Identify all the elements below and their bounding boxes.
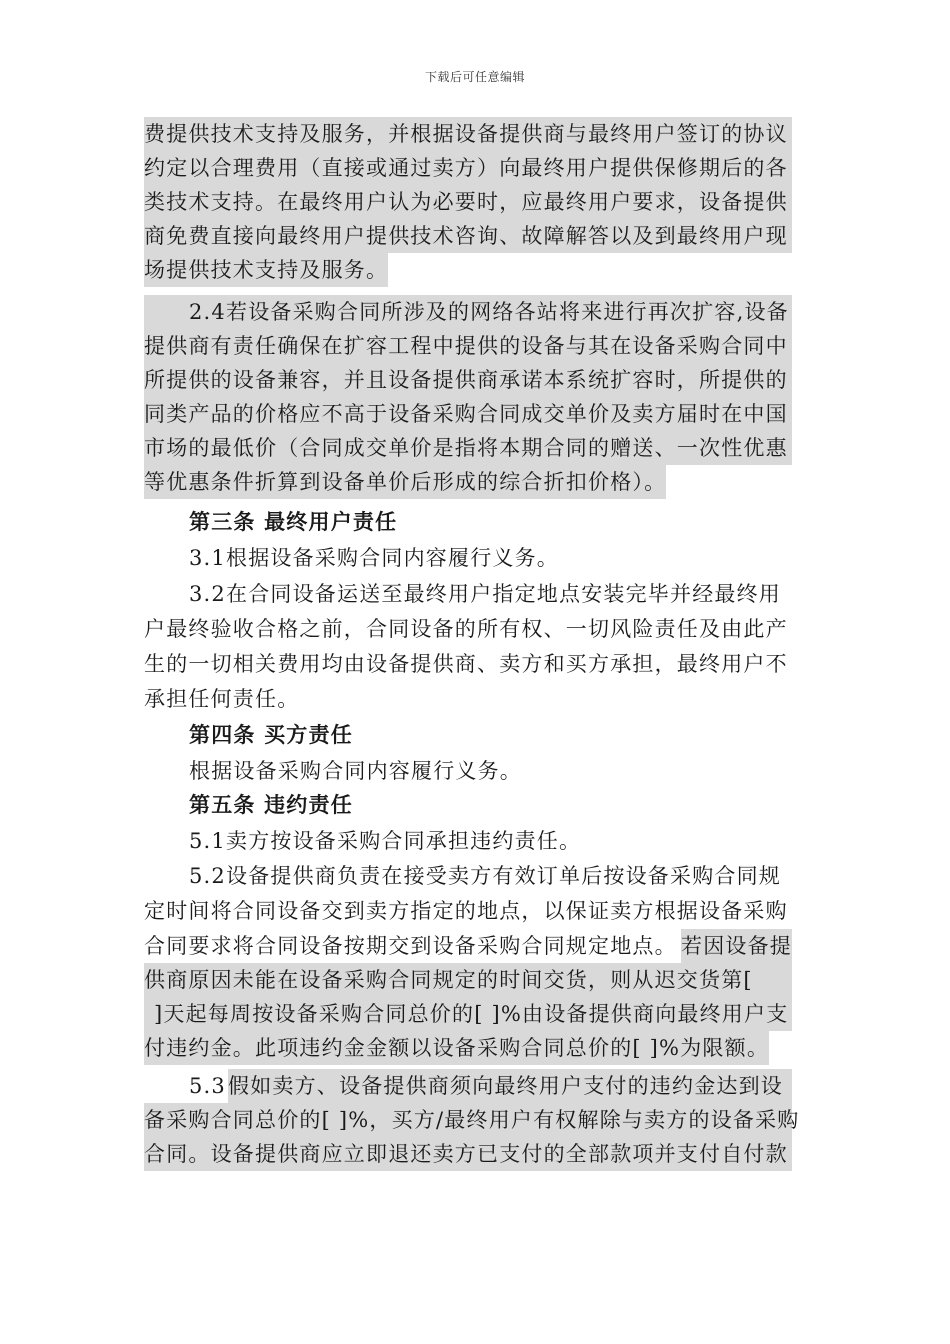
clause-5-1: 5.1卖方按设备采购合同承担违约责任。 <box>189 829 582 853</box>
paragraph-line: 生的一切相关费用均由设备提供商、卖方和买方承担，最终用户不 <box>144 652 788 676</box>
clause-5-3-number: 5.3 <box>189 1074 226 1098</box>
paragraph-line: 同类产品的价格应不高于设备采购合同成交单价及卖方届时在中国 <box>144 397 792 431</box>
clause-5-2: 5.2设备提供商负责在接受卖方有效订单后按设备采购合同规 <box>189 864 781 888</box>
paragraph-line: 市场的最低价（合同成交单价是指将本期合同的赠送、一次性优惠 <box>144 431 792 465</box>
clause-3-1: 3.1根据设备采购合同内容履行义务。 <box>189 546 559 570</box>
paragraph-line: 户最终验收合格之前，合同设备的所有权、一切风险责任及由此产 <box>144 617 788 641</box>
paragraph-line: 场提供技术支持及服务。 <box>144 253 388 287</box>
paragraph-line: 类技术支持。在最终用户认为必要时，应最终用户要求，设备提供 <box>144 185 792 219</box>
paragraph-line: 付违约金。此项违约金金额以设备采购合同总价的[ ]%为限额。 <box>144 1031 769 1065</box>
paragraph-line: 商免费直接向最终用户提供技术咨询、故障解答以及到最终用户现 <box>144 219 792 253</box>
paragraph-line: 承担任何责任。 <box>144 687 300 711</box>
article-4-text: 根据设备采购合同内容履行义务。 <box>189 759 522 783</box>
paragraph-line: 费提供技术支持及服务，并根据设备提供商与最终用户签订的协议 <box>144 117 792 151</box>
article-5-heading: 第五条 违约责任 <box>189 792 353 817</box>
paragraph-line: 约定以合理费用（直接或通过卖方）向最终用户提供保修期后的各 <box>144 151 792 185</box>
paragraph-line: 备采购合同总价的[ ]%，买方/最终用户有权解除与卖方的设备采购 <box>144 1103 792 1137</box>
paragraph-line: 等优惠条件折算到设备单价后形成的综合折扣价格）。 <box>144 465 666 499</box>
clause-2-4: 2.4若设备采购合同所涉及的网络各站将来进行再次扩容,设备 <box>144 295 792 329</box>
article-4-heading: 第四条 买方责任 <box>189 722 353 747</box>
paragraph-line: ]天起每周按设备采购合同总价的[ ]%由设备提供商向最终用户支 <box>144 997 792 1031</box>
article-3-heading: 第三条 最终用户责任 <box>189 509 398 534</box>
highlighted-span: 若因设备提 <box>681 929 792 963</box>
paragraph-line: 提供商有责任确保在扩容工程中提供的设备与其在设备采购合同中 <box>144 329 792 363</box>
paragraph-line: 合同。设备提供商应立即退还卖方已支付的全部款项并支付自付款 <box>144 1137 792 1171</box>
paragraph-line: 所提供的设备兼容，并且设备提供商承诺本系统扩容时，所提供的 <box>144 363 792 397</box>
paragraph-line: 定时间将合同设备交到卖方指定的地点，以保证卖方根据设备采购 <box>144 899 788 923</box>
page-header: 下载后可任意编辑 <box>424 70 525 84</box>
highlighted-span: 假如卖方、设备提供商须向最终用户支付的违约金达到设 <box>228 1069 792 1103</box>
paragraph-line: 供商原因未能在设备采购合同规定的时间交货，则从迟交货第[ <box>144 963 792 997</box>
paragraph-line: 合同要求将合同设备按期交到设备采购合同规定地点。 <box>144 934 677 958</box>
clause-3-2: 3.2在合同设备运送至最终用户指定地点安装完毕并经最终用 <box>189 582 781 606</box>
